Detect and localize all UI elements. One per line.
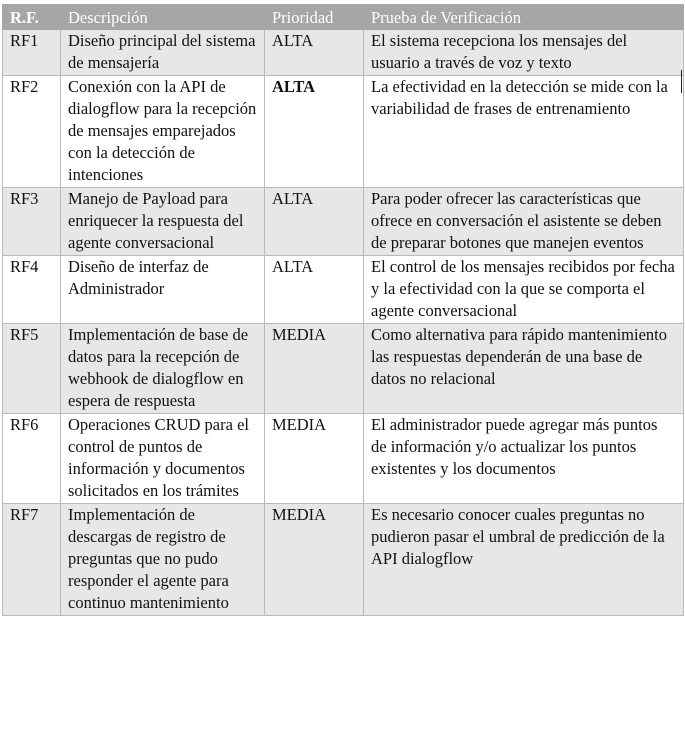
cell-verification: La efectividad en la detección se mide con la variabilidad de frases de entrenamiento	[364, 76, 684, 188]
cell-verification: El administrador puede agregar más puntos de información y/o actualizar los puntos existentes y los documentos	[364, 414, 684, 504]
cell-description: Diseño principal del sistema de mensajería	[61, 30, 265, 76]
table-row	[3, 324, 684, 414]
header-description: Descripción	[61, 5, 265, 30]
cell-description: Operaciones CRUD para el control de puntos de información y documentos solicitados en los trámites	[61, 414, 265, 504]
table-row	[3, 256, 684, 324]
cell-id: RF3	[3, 188, 61, 256]
header-priority: Prioridad	[265, 5, 364, 30]
cell-id: RF1	[3, 30, 61, 76]
header-id: R.F.	[3, 5, 61, 30]
cell-priority: ALTA	[265, 188, 364, 256]
table-row	[3, 414, 684, 504]
header-verification: Prueba de Verificación	[364, 5, 684, 30]
text-cursor	[681, 70, 682, 93]
table-row	[3, 188, 684, 256]
cell-id: RF2	[3, 76, 61, 188]
cell-id: RF7	[3, 504, 61, 616]
cell-id: RF5	[3, 324, 61, 414]
cell-description: Implementación de descargas de registro de preguntas que no pudo responder el agente para continuo mantenimiento	[61, 504, 265, 616]
table-row	[3, 30, 684, 76]
cell-verification: Como alternativa para rápido mantenimiento las respuestas dependerán de una base de datos no relacional	[364, 324, 684, 414]
cell-description: Conexión con la API de dialogflow para la recepción de mensajes emparejados con la detección de intenciones	[61, 76, 265, 188]
cell-priority: MEDIA	[265, 504, 364, 616]
cell-verification: Para poder ofrecer las características que ofrece en conversación el asistente se deben de preparar botones que manejen eventos	[364, 188, 684, 256]
cell-priority: ALTA	[265, 256, 364, 324]
cell-id: RF6	[3, 414, 61, 504]
cell-priority: MEDIA	[265, 324, 364, 414]
table-row	[3, 76, 684, 188]
cell-description: Diseño de interfaz de Administrador	[61, 256, 265, 324]
cell-id: RF4	[3, 256, 61, 324]
table-row	[3, 504, 684, 616]
cell-verification: El sistema recepciona los mensajes del usuario a través de voz y texto	[364, 30, 684, 76]
cell-priority: MEDIA	[265, 414, 364, 504]
table-header-row	[3, 5, 684, 30]
requirements-table	[2, 4, 684, 616]
cell-verification: Es necesario conocer cuales preguntas no pudieron pasar el umbral de predicción de la API dialogflow	[364, 504, 684, 616]
cell-description: Manejo de Payload para enriquecer la respuesta del agente conversacional	[61, 188, 265, 256]
cell-priority: ALTA	[265, 30, 364, 76]
cell-description: Implementación de base de datos para la recepción de webhook de dialogflow en espera de respuesta	[61, 324, 265, 414]
cell-priority: ALTA	[265, 76, 364, 188]
cell-verification: El control de los mensajes recibidos por fecha y la efectividad con la que se comporta el agente conversacional	[364, 256, 684, 324]
